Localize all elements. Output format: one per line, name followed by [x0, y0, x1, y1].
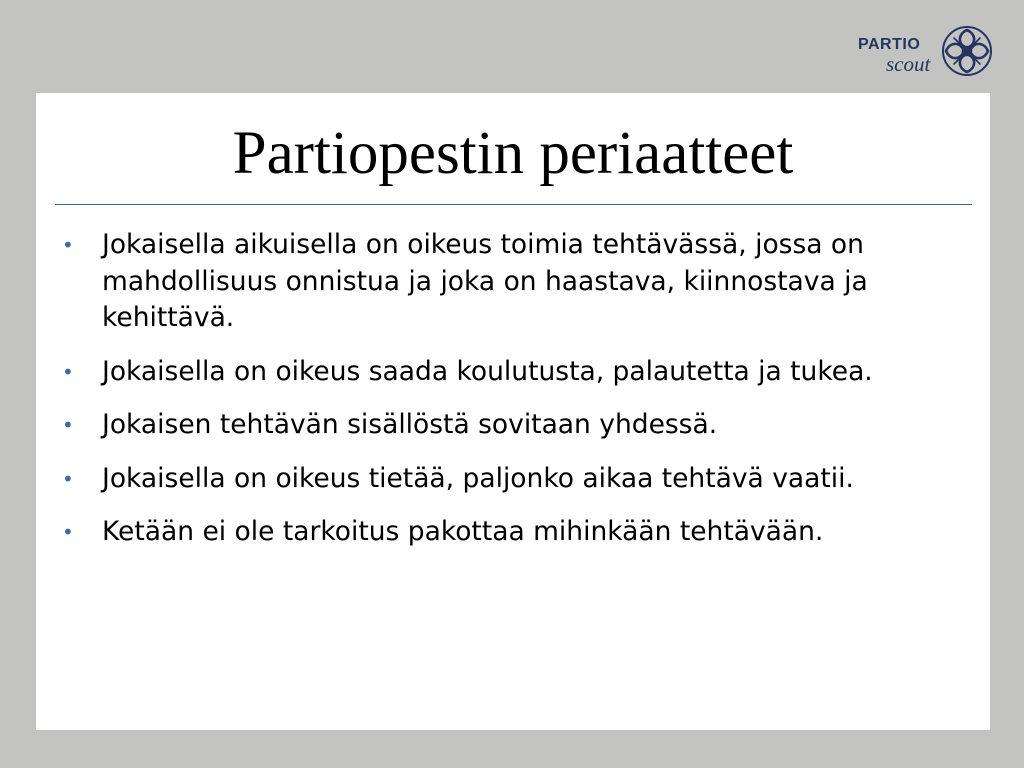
bullet-text: Ketään ei ole tarkoitus pakottaa mihinkään tehtävään. — [102, 516, 824, 547]
bullet-icon: • — [62, 413, 74, 437]
bullet-icon: • — [62, 233, 74, 257]
partio-scout-logo — [852, 22, 997, 84]
title-divider — [55, 204, 972, 205]
bullet-item — [36, 514, 990, 551]
bullet-text: Jokaisella on oikeus saada koulutusta, palautetta ja tukea. — [102, 355, 873, 387]
logo-wordmark-scout: scout — [886, 52, 931, 76]
bullet-item — [36, 407, 990, 444]
bullet-icon: • — [62, 466, 74, 491]
bullet-item — [36, 227, 990, 337]
slide — [36, 93, 990, 730]
bullet-list — [36, 227, 990, 568]
bullet-icon: • — [62, 520, 74, 544]
bullet-item — [36, 354, 990, 391]
bullet-text: Jokaisella on oikeus tietää, paljonko aikaa tehtävä vaatii. — [102, 462, 854, 494]
bullet-item — [36, 461, 990, 498]
bullet-icon: • — [62, 359, 74, 384]
logo-wordmark-partio: PARTIO — [858, 36, 921, 53]
slide-title: Partiopestin periaatteet — [232, 120, 794, 187]
bullet-text: Jokaisen tehtävän sisällöstä sovitaan yhdessä. — [102, 409, 718, 440]
scout-emblem-icon — [940, 24, 994, 78]
bullet-text: Jokaisella aikuisella on oikeus toimia tehtävässä, jossa on mahdollisuus onnistua ja joka on haastava, kiinnostava ja kehittävä. — [102, 229, 868, 333]
